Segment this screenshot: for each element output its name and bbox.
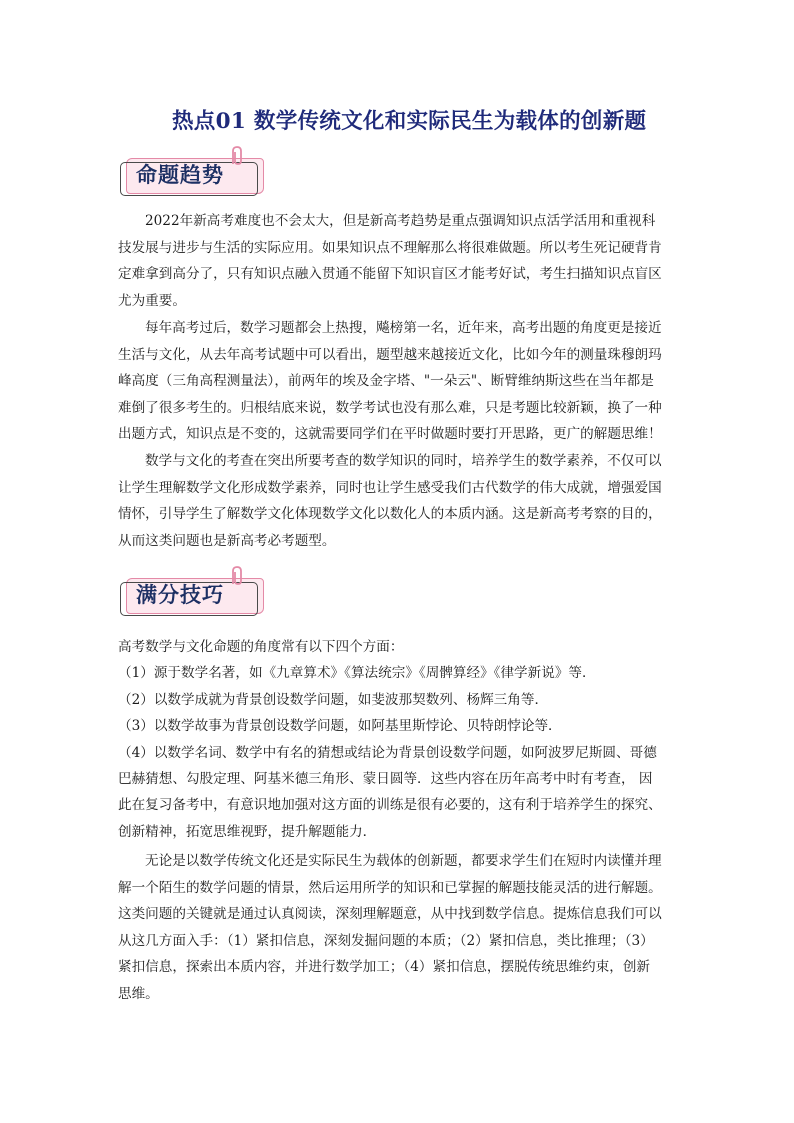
trend-paragraph-3 <box>118 448 676 554</box>
text-line: 生活与文化，从去年高考试题中可以看出，题型越来越接近文化，比如今年的测量珠穆朗玛 <box>118 346 662 363</box>
trend-paragraph-2 <box>118 315 676 448</box>
text-line: 这类问题的关键就是通过认真阅读，深刻理解题意，从中找到数学信息。提炼信息我们可以 <box>118 906 662 923</box>
text-line: 思维。 <box>118 985 159 1002</box>
text-line: 峰高度（三角高程测量法），前两年的埃及金字塔、"一朵云"、断臂维纳斯这些在当年都是 <box>118 373 654 390</box>
text-line: 从这几方面入手：（1）紧扣信息，深刻发掘问题的本质；（2）紧扣信息，类比推理；（3） <box>118 932 654 949</box>
text-line: 难倒了很多考生的。归根结底来说，数学考试也没有那么难，只是考题比较新颖，换了一种 <box>118 399 662 416</box>
closing-paragraph <box>118 848 676 1008</box>
text-line: 解一个陌生的数学问题的情景，然后运用所学的知识和已掌握的解题技能灵活的进行解题。 <box>118 879 662 896</box>
list-item-continued: 创新精神，拓宽思维视野，提升解题能力． <box>118 823 377 840</box>
paperclip-icon <box>228 566 246 586</box>
trend-paragraph-1 <box>118 208 676 314</box>
list-item: （3）以数学故事为背景创设数学问题，如阿基里斯悖论、贝特朗悖论等． <box>118 718 562 735</box>
text-line: 紧扣信息，探索出本质内容，并进行数学加工；（4）紧扣信息，摆脱传统思维约束，创新 <box>118 959 651 976</box>
text-line: 技发展与进步与生活的实际应用。如果知识点不理解那么将很难做题。所以考生死记硬背肯 <box>118 239 662 256</box>
list-intro: 高考数学与文化命题的角度常有以下四个方面： <box>118 639 404 655</box>
list-item: （4）以数学名词、数学中有名的猜想或结论为背景创设数学问题，如阿波罗尼斯圆、哥德 <box>118 744 657 761</box>
text-line: 每年高考过后，数学习题都会上热搜，飚榜第一名，近年来，高考出题的角度更是接近 <box>145 320 662 336</box>
skills-list <box>118 634 678 845</box>
section-banner-skills <box>120 572 270 616</box>
section-heading-trend: 命题趋势 <box>136 163 224 187</box>
text-line: 尤为重要。 <box>118 292 186 309</box>
text-line: 出题方式，知识点是不变的，这就需要同学们在平时做题时要打开思路，更广的解题思维！ <box>118 426 662 443</box>
list-item-continued: 此在复习备考中，有意识地加强对这方面的训练是很有必要的，这有利于培养学生的探究、 <box>118 797 662 814</box>
list-item-continued: 巴赫猜想、勾股定理、阿基米德三角形、蒙日圆等．这些内容在历年高考中时有考查， 因 <box>118 771 653 788</box>
section-banner-trend <box>120 152 270 196</box>
paperclip-icon <box>228 146 246 166</box>
text-line: 从而这类问题也是新高考必考题型。 <box>118 532 336 549</box>
list-item: （2）以数学成就为背景创设数学问题，如斐波那契数列、杨辉三角等． <box>118 691 549 708</box>
page-title: 热点01 数学传统文化和实际民生为载体的创新题 <box>172 109 647 134</box>
text-line: 定难拿到高分了，只有知识点融入贯通不能留下知识盲区才能考好试，考生扫描知识点盲区 <box>118 266 662 283</box>
text-line: 让学生理解数学文化形成数学素养，同时也让学生感受我们古代数学的伟大成就，增强爱国 <box>118 479 662 496</box>
text-line: 情怀，引导学生了解数学文化体现数学文化以数化人的本质内涵。这是新高考考察的目的， <box>118 506 662 523</box>
section-heading-skills: 满分技巧 <box>136 583 224 607</box>
text-line: 无论是以数学传统文化还是实际民生为载体的创新题，都要求学生们在短时内读懂并理 <box>145 853 662 869</box>
text-line: 数学与文化的考查在突出所要考查的数学知识的同时，培养学生的数学素养，不仅可以 <box>145 453 662 469</box>
list-item: （1）源于数学名著，如《九章算术》《算法统宗》《周髀算经》《律学新说》等． <box>118 665 596 682</box>
text-line: 2022年新高考难度也不会太大，但是新高考趋势是重点强调知识点活学活用和重视科 <box>145 213 656 229</box>
